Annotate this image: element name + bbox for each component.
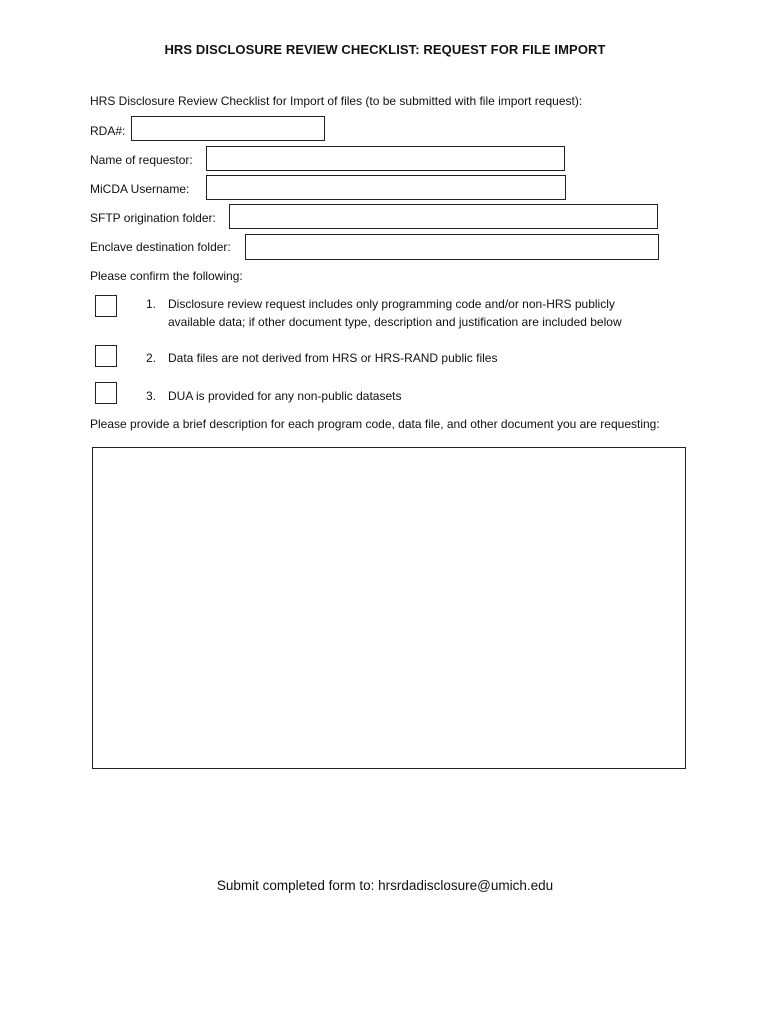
confirm-checkbox-2[interactable] [95,345,117,367]
confirm-item-2: Data files are not derived from HRS or HRS-RAND public files [168,351,498,365]
intro-text: HRS Disclosure Review Checklist for Import of files (to be submitted with file import request): [90,94,583,108]
confirm-heading: Please confirm the following: [90,269,243,283]
rda-field[interactable] [131,116,325,141]
item-number-3: 3. [146,389,157,403]
description-textarea[interactable] [92,447,686,769]
rda-label: RDA#: [90,124,126,138]
confirm-item-1-line-2: available data; if other document type, description and justification are included below [168,315,622,329]
description-label: Please provide a brief description for each program code, data file, and other document you are requesting: [90,417,660,431]
confirm-item-3: DUA is provided for any non-public datasets [168,389,402,403]
item-number-1: 1. [146,297,157,311]
confirm-checkbox-3[interactable] [95,382,117,404]
sftp-label: SFTP origination folder: [90,211,216,225]
enclave-destination-folder-field[interactable] [245,234,659,260]
confirm-item-1-line-1: Disclosure review request includes only programming code and/or non-HRS publicly [168,297,615,311]
item-number-2: 2. [146,351,157,365]
sftp-origination-folder-field[interactable] [229,204,658,229]
requestor-name-field[interactable] [206,146,565,171]
submit-instructions: Submit completed form to: hrsrdadisclosure@umich.edu [216,878,554,893]
requestor-label: Name of requestor: [90,153,193,167]
micda-label: MiCDA Username: [90,182,190,196]
micda-username-field[interactable] [206,175,566,200]
confirm-item-1 [168,295,622,331]
page-title: HRS DISCLOSURE REVIEW CHECKLIST: REQUEST FOR FILE IMPORT [164,42,606,57]
enclave-label: Enclave destination folder: [90,240,231,254]
confirm-checkbox-1[interactable] [95,295,117,317]
